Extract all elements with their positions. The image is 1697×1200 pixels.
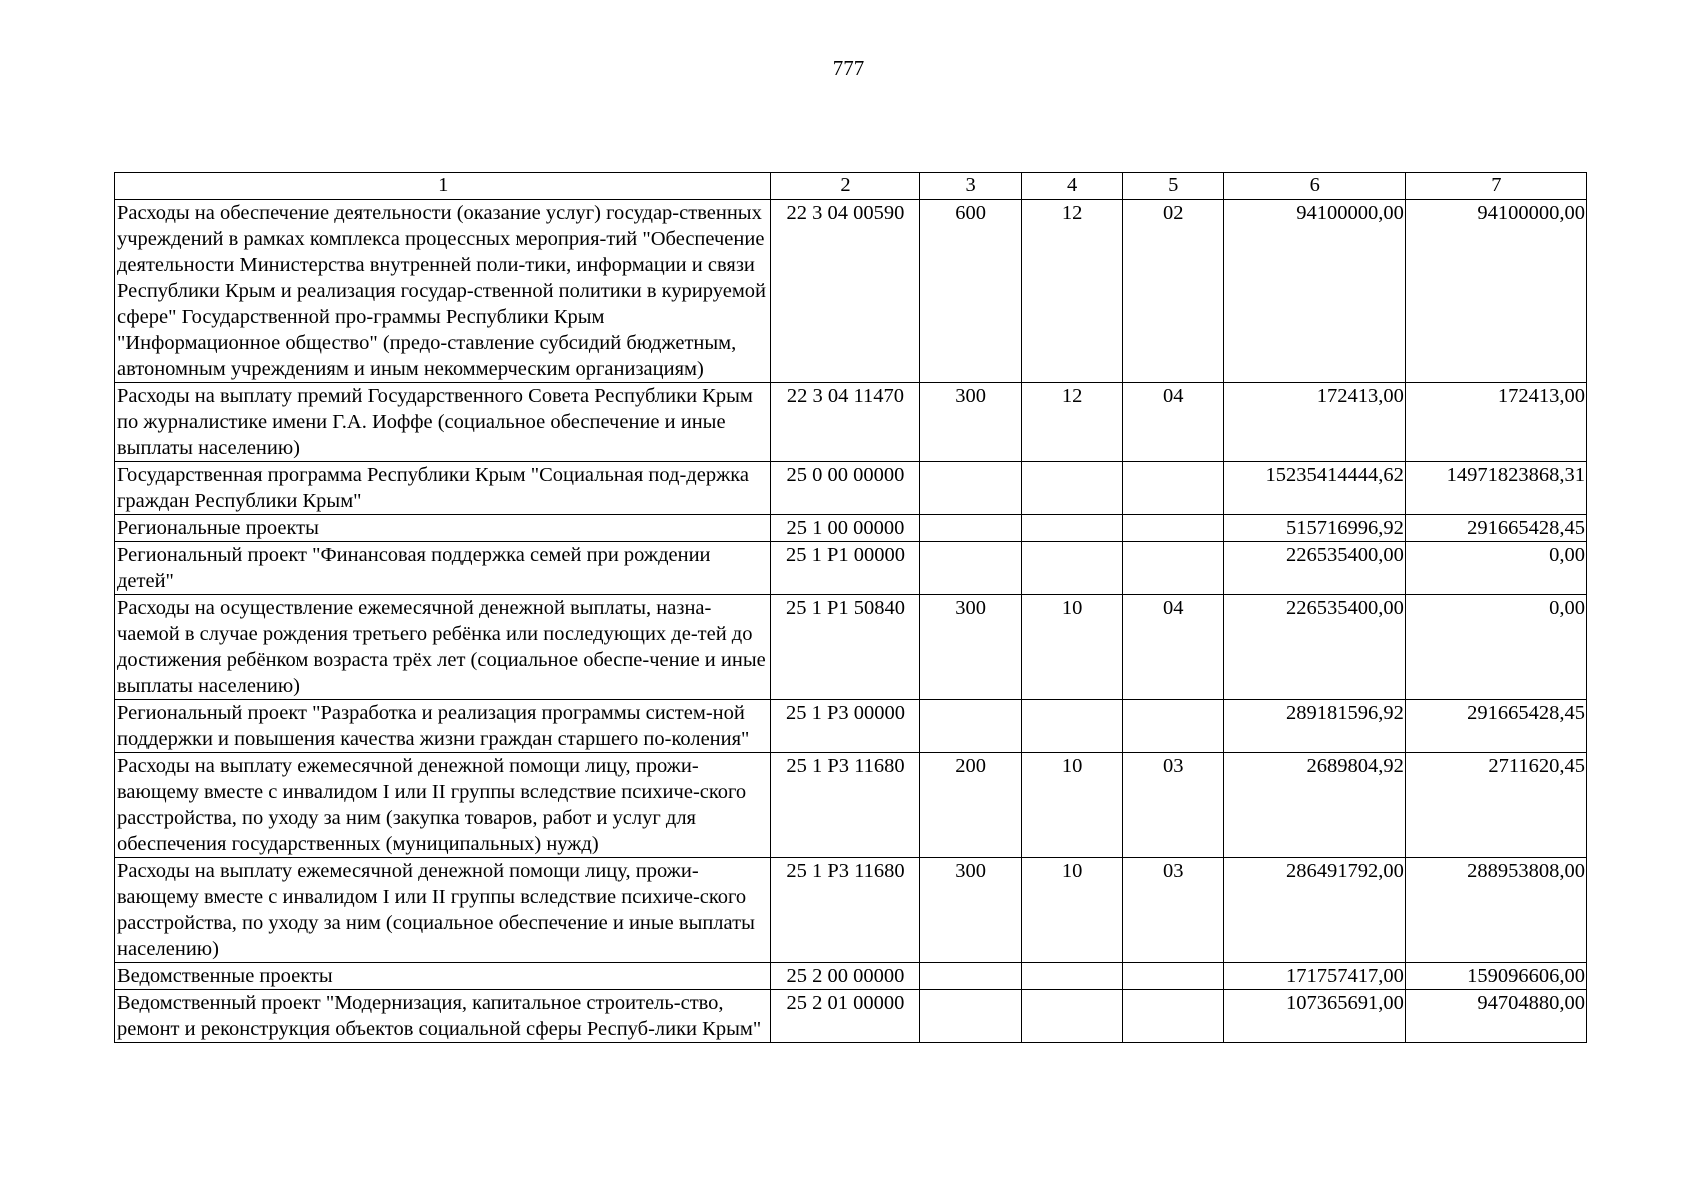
amount-col-6-cell: 2689804,92	[1223, 753, 1405, 858]
column-4-cell: 12	[1021, 383, 1122, 462]
column-3-cell	[919, 990, 1021, 1043]
expense-name-cell: Государственная программа Республики Крым "Социальная под-держка граждан Республики Крым"	[115, 462, 771, 515]
target-code-cell: 25 2 00 00000	[771, 963, 919, 990]
column-3-cell: 300	[919, 383, 1021, 462]
budget-table	[114, 172, 1587, 1043]
expense-name-cell: Ведомственный проект "Модернизация, капитальное строитель-ство, ремонт и реконструкция объектов социальной сферы Респуб-лики Крым"	[115, 990, 771, 1043]
table-row	[115, 595, 1587, 700]
amount-col-6-cell: 226535400,00	[1223, 595, 1405, 700]
column-3-cell	[919, 963, 1021, 990]
column-5-cell: 04	[1122, 383, 1223, 462]
amount-col-7-cell: 0,00	[1405, 542, 1586, 595]
expense-name-cell: Региональный проект "Разработка и реализация программы систем-ной поддержки и повышения качества жизни граждан старшего по-коления"	[115, 700, 771, 753]
target-code-cell: 25 1 Р3 00000	[771, 700, 919, 753]
column-header-3: 3	[919, 173, 1021, 200]
column-5-cell	[1122, 542, 1223, 595]
amount-col-7-cell: 172413,00	[1405, 383, 1586, 462]
expense-name-cell: Расходы на обеспечение деятельности (оказание услуг) государ-ственных учреждений в рамках комплекса процессных мероприя-тий "Обеспечение деятельности Министерства внутренней поли-тики, информации и связи Республики Крым и реализация государ-ственной политики в курируемой сфере" Государственной про-граммы Республики Крым "Информационное общество" (предо-ставление субсидий бюджетным, автономным учреждениям и иным некоммерческим организациям)	[115, 200, 771, 383]
column-5-cell	[1122, 990, 1223, 1043]
amount-col-6-cell: 515716996,92	[1223, 515, 1405, 542]
column-4-cell	[1021, 515, 1122, 542]
column-header-1: 1	[115, 173, 771, 200]
column-4-cell: 10	[1021, 753, 1122, 858]
column-4-cell: 10	[1021, 595, 1122, 700]
amount-col-6-cell: 286491792,00	[1223, 858, 1405, 963]
amount-col-7-cell: 291665428,45	[1405, 515, 1586, 542]
target-code-cell: 25 1 Р1 00000	[771, 542, 919, 595]
target-code-cell: 22 3 04 11470	[771, 383, 919, 462]
column-header-7: 7	[1405, 173, 1586, 200]
target-code-cell: 25 1 00 00000	[771, 515, 919, 542]
amount-col-7-cell: 94704880,00	[1405, 990, 1586, 1043]
page-number: 777	[832, 56, 865, 80]
target-code-cell: 25 1 Р3 11680	[771, 858, 919, 963]
column-3-cell: 600	[919, 200, 1021, 383]
amount-col-6-cell: 289181596,92	[1223, 700, 1405, 753]
column-5-cell	[1122, 462, 1223, 515]
header-row	[115, 173, 1587, 200]
column-4-cell	[1021, 462, 1122, 515]
amount-col-6-cell: 94100000,00	[1223, 200, 1405, 383]
table-row	[115, 963, 1587, 990]
amount-col-7-cell: 291665428,45	[1405, 700, 1586, 753]
target-code-cell: 25 1 Р1 50840	[771, 595, 919, 700]
column-header-5: 5	[1122, 173, 1223, 200]
column-4-cell: 12	[1021, 200, 1122, 383]
table-row	[115, 858, 1587, 963]
table-row	[115, 462, 1587, 515]
amount-col-7-cell: 94100000,00	[1405, 200, 1586, 383]
column-4-cell: 10	[1021, 858, 1122, 963]
column-3-cell: 300	[919, 858, 1021, 963]
expense-name-cell: Расходы на выплату ежемесячной денежной помощи лицу, прожи-вающему вместе с инвалидом I или II группы вследствие психиче-ского расстройства, по уходу за ним (социальное обеспечение и иные выплаты населению)	[115, 858, 771, 963]
expense-name-cell: Региональный проект "Финансовая поддержка семей при рождении детей"	[115, 542, 771, 595]
expense-name-cell: Расходы на осуществление ежемесячной денежной выплаты, назна-чаемой в случае рождения третьего ребёнка или последующих де-тей до достижения ребёнком возраста трёх лет (социальное обеспе-чение и иные выплаты населению)	[115, 595, 771, 700]
column-5-cell	[1122, 963, 1223, 990]
amount-col-7-cell: 2711620,45	[1405, 753, 1586, 858]
column-header-4: 4	[1021, 173, 1122, 200]
amount-col-6-cell: 107365691,00	[1223, 990, 1405, 1043]
table-row	[115, 200, 1587, 383]
column-3-cell	[919, 515, 1021, 542]
column-4-cell	[1021, 990, 1122, 1043]
amount-col-7-cell: 0,00	[1405, 595, 1586, 700]
column-5-cell: 03	[1122, 858, 1223, 963]
column-4-cell	[1021, 542, 1122, 595]
column-5-cell	[1122, 515, 1223, 542]
column-3-cell: 300	[919, 595, 1021, 700]
table-row	[115, 383, 1587, 462]
column-4-cell	[1021, 963, 1122, 990]
column-header-2: 2	[771, 173, 919, 200]
column-header-6: 6	[1223, 173, 1405, 200]
amount-col-7-cell: 14971823868,31	[1405, 462, 1586, 515]
column-3-cell: 200	[919, 753, 1021, 858]
column-5-cell: 04	[1122, 595, 1223, 700]
amount-col-7-cell: 288953808,00	[1405, 858, 1586, 963]
expense-name-cell: Ведомственные проекты	[115, 963, 771, 990]
table-row	[115, 990, 1587, 1043]
expense-name-cell: Региональные проекты	[115, 515, 771, 542]
target-code-cell: 25 0 00 00000	[771, 462, 919, 515]
amount-col-7-cell: 159096606,00	[1405, 963, 1586, 990]
table-row	[115, 515, 1587, 542]
column-5-cell: 02	[1122, 200, 1223, 383]
column-5-cell: 03	[1122, 753, 1223, 858]
table-row	[115, 753, 1587, 858]
amount-col-6-cell: 15235414444,62	[1223, 462, 1405, 515]
amount-col-6-cell: 226535400,00	[1223, 542, 1405, 595]
amount-col-6-cell: 171757417,00	[1223, 963, 1405, 990]
column-3-cell	[919, 462, 1021, 515]
column-4-cell	[1021, 700, 1122, 753]
expense-name-cell: Расходы на выплату премий Государственного Совета Республики Крым по журналистике имени Г.А. Иоффе (социальное обеспечение и иные выплаты населению)	[115, 383, 771, 462]
column-3-cell	[919, 542, 1021, 595]
table-row	[115, 542, 1587, 595]
column-3-cell	[919, 700, 1021, 753]
amount-col-6-cell: 172413,00	[1223, 383, 1405, 462]
target-code-cell: 25 1 Р3 11680	[771, 753, 919, 858]
table-row	[115, 700, 1587, 753]
target-code-cell: 22 3 04 00590	[771, 200, 919, 383]
target-code-cell: 25 2 01 00000	[771, 990, 919, 1043]
expense-name-cell: Расходы на выплату ежемесячной денежной помощи лицу, прожи-вающему вместе с инвалидом I или II группы вследствие психиче-ского расстройства, по уходу за ним (закупка товаров, работ и услуг для обеспечения государственных (муниципальных) нужд)	[115, 753, 771, 858]
column-5-cell	[1122, 700, 1223, 753]
